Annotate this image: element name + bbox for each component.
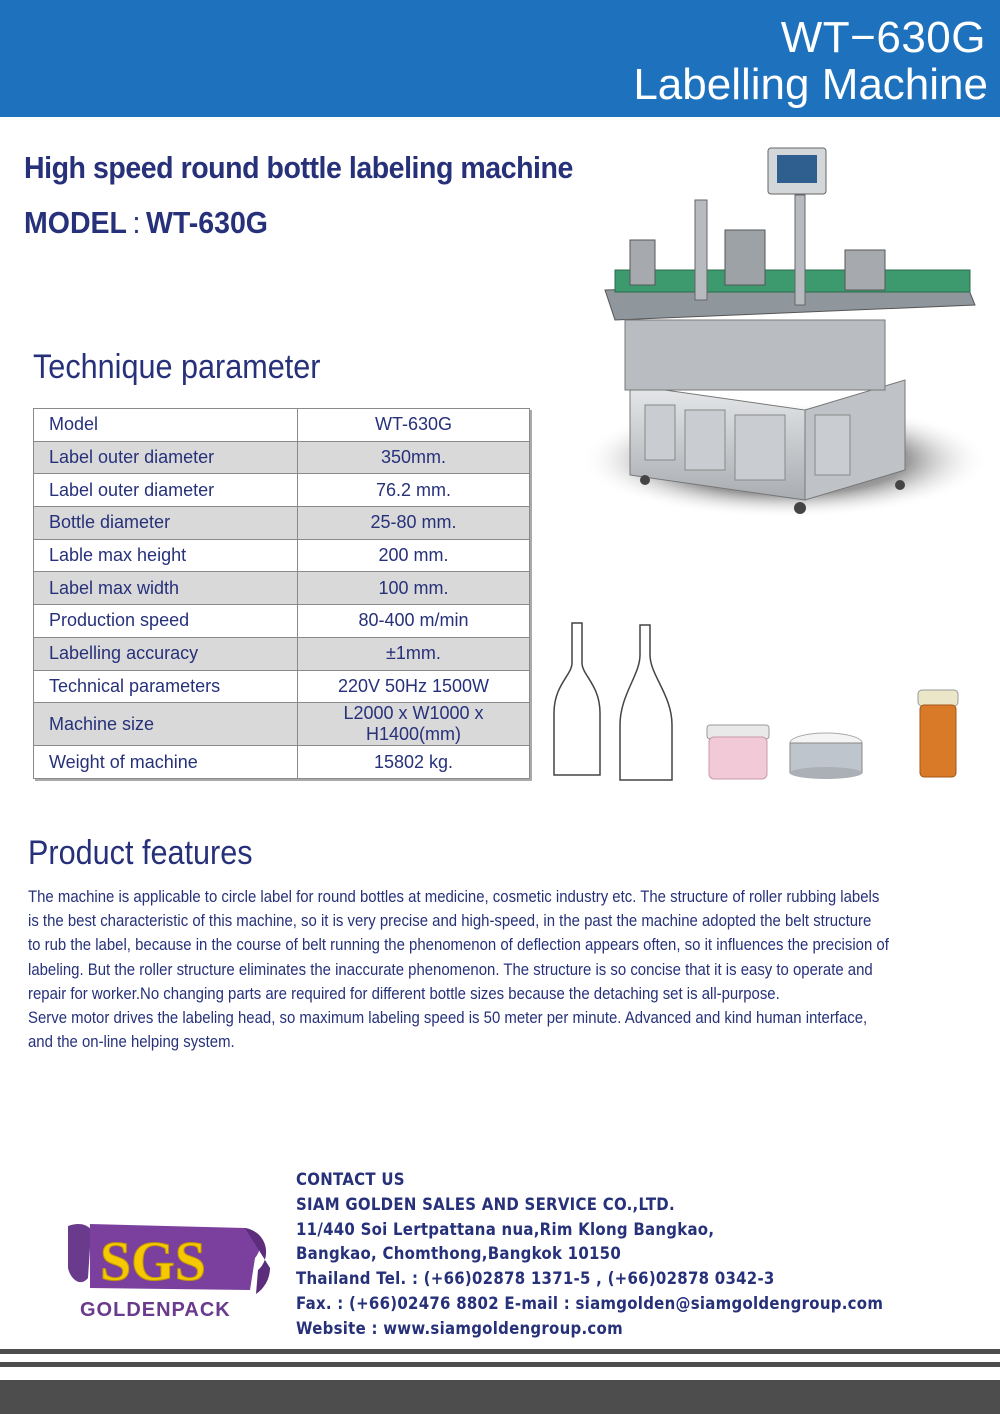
- param-value: 15802 kg.: [298, 746, 530, 779]
- param-name: Labelling accuracy: [34, 637, 298, 670]
- phone-line: Thailand Tel. : (+66)02878 1371-5 , (+66)02878 0342-3: [296, 1269, 775, 1290]
- model-line: [24, 205, 268, 241]
- table-row: [34, 474, 530, 507]
- address-line: 11/440 Soi Lertpattana nua,Rim Klong Bangkao,: [296, 1219, 715, 1240]
- param-name: Machine size: [34, 703, 298, 746]
- footer-band: [0, 1380, 1000, 1414]
- param-value: 25-80 mm.: [298, 507, 530, 540]
- param-value: ±1mm.: [298, 637, 530, 670]
- labelling-machine-image: [585, 140, 990, 525]
- param-value: 100 mm.: [298, 572, 530, 605]
- param-value: WT-630G: [298, 409, 530, 442]
- table-row: [34, 746, 530, 779]
- param-name: Label outer diameter: [34, 441, 298, 474]
- round-tin-icon: [790, 733, 862, 779]
- table-row: [34, 637, 530, 670]
- fax-email-line: Fax. : (+66)02476 8802 E-mail : siamgolden@siamgoldengroup.com: [296, 1293, 884, 1314]
- table-row: [34, 572, 530, 605]
- param-value: 220V 50Hz 1500W: [298, 670, 530, 703]
- pill-bottle-icon: [918, 690, 958, 777]
- company-name: SIAM GOLDEN SALES AND SERVICE CO.,LTD.: [296, 1194, 675, 1215]
- param-value: 350mm.: [298, 441, 530, 474]
- table-row: [34, 539, 530, 572]
- table-row: [34, 670, 530, 703]
- header-banner: [0, 0, 1000, 117]
- param-name: Model: [34, 409, 298, 442]
- technique-table: [33, 408, 530, 779]
- logo-main-text: SGS: [100, 1231, 206, 1293]
- features-line: is the best characteristic of this machine, so it is very precise and high-speed, in the past the machine adopted the belt structure: [28, 912, 872, 931]
- param-name: Technical parameters: [34, 670, 298, 703]
- param-name: Bottle diameter: [34, 507, 298, 540]
- logo-sub-text: GOLDENPACK: [80, 1299, 231, 1321]
- param-name: Label max width: [34, 572, 298, 605]
- table-row: [34, 441, 530, 474]
- address-line: Bangkao, Chomthong,Bangkok 10150: [296, 1244, 622, 1265]
- model-label: MODEL: [24, 205, 127, 240]
- table-row: [34, 703, 530, 746]
- page-title: High speed round bottle labeling machine: [24, 150, 573, 185]
- footer-divider: [0, 1349, 1000, 1354]
- table-row: [34, 605, 530, 638]
- model-value: WT-630G: [145, 205, 269, 240]
- features-text: [28, 885, 973, 1054]
- cosmetic-jar-icon: [707, 725, 769, 779]
- features-line: The machine is applicable to circle label for round bottles at medicine, cosmetic industry etc. The structure of roller rubbing labels: [28, 888, 880, 906]
- header-model: WT−630G: [780, 13, 986, 62]
- sgs-goldenpack-logo: [60, 1218, 275, 1328]
- table-row: [34, 409, 530, 442]
- wine-bottle-outline-icon: [620, 625, 672, 780]
- features-line: labeling. But the roller structure eliminates the inaccurate phenomenon. The structure is so concise that it is easy to operate and: [28, 960, 873, 979]
- param-name: Production speed: [34, 605, 298, 638]
- param-value: 80-400 m/min: [298, 605, 530, 638]
- website-line: Website : www.siamgoldengroup.com: [296, 1318, 623, 1339]
- param-value: 200 mm.: [298, 539, 530, 572]
- table-row: [34, 507, 530, 540]
- param-name: Weight of machine: [34, 746, 298, 779]
- param-value: 76.2 mm.: [298, 474, 530, 507]
- param-name: Label outer diameter: [34, 474, 298, 507]
- technique-heading: Technique parameter: [33, 348, 321, 386]
- header-product-name: Labelling Machine: [633, 60, 988, 109]
- param-name: Lable max height: [34, 539, 298, 572]
- model-colon: :: [132, 205, 141, 240]
- bottle-outline-icon: [554, 623, 600, 775]
- contact-heading: CONTACT US: [296, 1170, 405, 1190]
- contact-block: [296, 1168, 963, 1342]
- features-line: Serve motor drives the labeling head, so maximum labeling speed is 50 meter per minute. Advanced and kind human interface,: [28, 1009, 868, 1028]
- features-line: repair for worker.No changing parts are required for different bottle sizes because the detaching set is all-purpose.: [28, 984, 780, 1003]
- features-heading: Product features: [28, 834, 253, 872]
- sample-containers-image: [550, 615, 990, 785]
- features-line: to rub the label, because in the course of belt running the phenomenon of deflection appears often, so it influences the precision of: [28, 936, 889, 955]
- features-line: and the on-line helping system.: [28, 1033, 235, 1052]
- param-value: L2000 x W1000 x H1400(mm): [298, 703, 530, 746]
- footer-divider: [0, 1362, 1000, 1367]
